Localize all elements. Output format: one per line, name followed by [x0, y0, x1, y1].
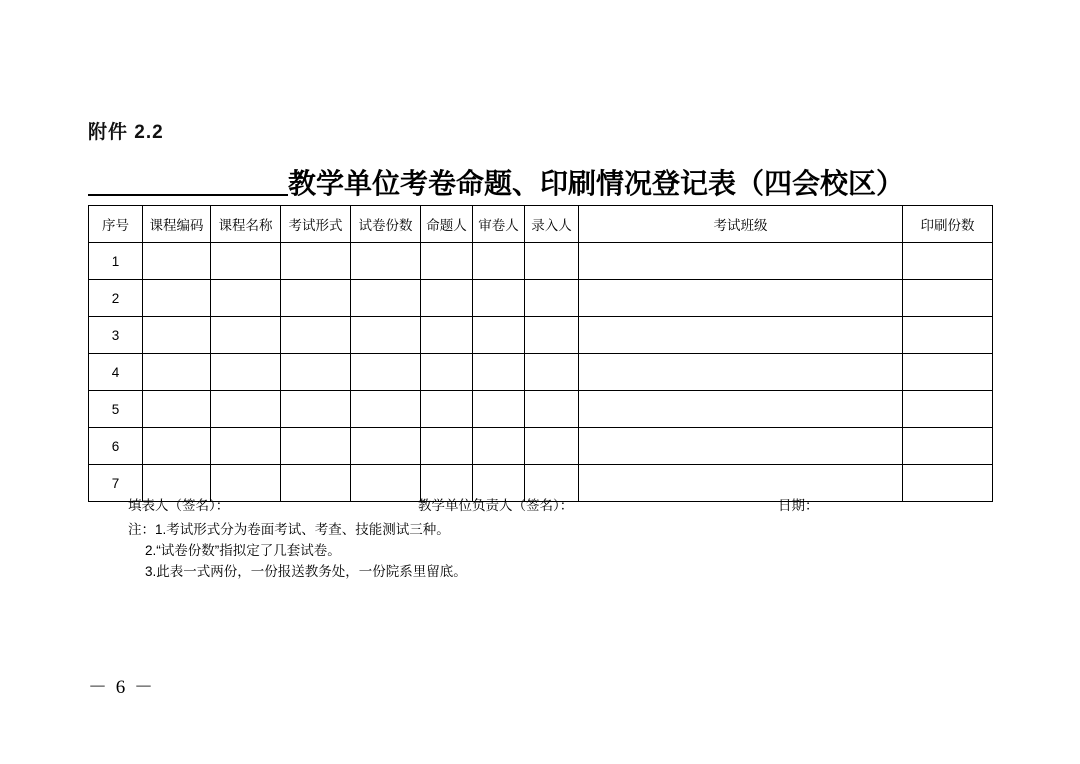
cell-author[interactable] — [421, 391, 473, 428]
cell-reviewer[interactable] — [473, 391, 525, 428]
header-cell-course-name: 课程名称 — [211, 206, 281, 243]
cell-exam-format[interactable] — [281, 391, 351, 428]
cell-reviewer[interactable] — [473, 354, 525, 391]
cell-paper-count[interactable] — [351, 280, 421, 317]
cell-course-code[interactable] — [143, 354, 211, 391]
header-cell-exam-format: 考试形式 — [281, 206, 351, 243]
cell-course-code[interactable] — [143, 280, 211, 317]
header-cell-entry-person: 录入人 — [525, 206, 579, 243]
page-title: 教学单位考卷命题、印刷情况登记表（四会校区） — [288, 169, 905, 200]
note-line-3: 3.此表一式两份，一份报送教务处，一份院系里留底。 — [145, 564, 467, 579]
table-row — [89, 354, 993, 391]
cell-exam-class[interactable] — [579, 354, 903, 391]
cell-course-name[interactable] — [211, 317, 281, 354]
cell-entry-person[interactable] — [525, 428, 579, 465]
title-blank-line — [88, 164, 288, 196]
header-cell-exam-class: 考试班级 — [579, 206, 903, 243]
cell-exam-format[interactable] — [281, 465, 351, 502]
cell-author[interactable] — [421, 243, 473, 280]
cell-print-count[interactable] — [903, 354, 993, 391]
cell-entry-person[interactable] — [525, 280, 579, 317]
cell-print-count[interactable] — [903, 391, 993, 428]
cell-course-name[interactable] — [211, 391, 281, 428]
cell-exam-format[interactable] — [281, 243, 351, 280]
cell-course-code[interactable] — [143, 243, 211, 280]
cell-print-count[interactable] — [903, 317, 993, 354]
header-cell-reviewer: 审卷人 — [473, 206, 525, 243]
cell-exam-class[interactable] — [579, 465, 903, 502]
cell-print-count[interactable] — [903, 465, 993, 502]
table-row — [89, 280, 993, 317]
row-index: 1 — [89, 243, 143, 280]
cell-entry-person[interactable] — [525, 243, 579, 280]
cell-exam-class[interactable] — [579, 391, 903, 428]
row-index: 3 — [89, 317, 143, 354]
cell-exam-format[interactable] — [281, 317, 351, 354]
cell-author[interactable] — [421, 428, 473, 465]
cell-entry-person[interactable] — [525, 317, 579, 354]
registration-table — [88, 205, 993, 502]
cell-exam-class[interactable] — [579, 428, 903, 465]
cell-course-code[interactable] — [143, 391, 211, 428]
cell-exam-class[interactable] — [579, 317, 903, 354]
page-number: － 6 － — [88, 677, 156, 698]
header-cell-print-count: 印刷份数 — [903, 206, 993, 243]
signature-filler-label: 填表人（签名）： — [128, 498, 230, 513]
notes-block — [128, 519, 988, 582]
cell-course-name[interactable] — [211, 243, 281, 280]
cell-exam-format[interactable] — [281, 428, 351, 465]
header-cell-course-code: 课程编码 — [143, 206, 211, 243]
signature-unit-head-label: 教学单位负责人（签名）： — [418, 498, 574, 513]
cell-exam-format[interactable] — [281, 354, 351, 391]
cell-entry-person[interactable] — [525, 391, 579, 428]
note-line-2: 2.“试卷份数”指拟定了几套试卷。 — [145, 543, 341, 558]
cell-author[interactable] — [421, 280, 473, 317]
cell-exam-class[interactable] — [579, 280, 903, 317]
cell-paper-count[interactable] — [351, 428, 421, 465]
row-index: 2 — [89, 280, 143, 317]
attachment-label: 附件 2.2 — [88, 122, 164, 143]
table-header-row — [89, 206, 993, 243]
cell-paper-count[interactable] — [351, 391, 421, 428]
cell-course-code[interactable] — [143, 428, 211, 465]
table-row — [89, 391, 993, 428]
cell-course-name[interactable] — [211, 428, 281, 465]
note-line-1: 注：1.考试形式分为卷面考试、考查、技能测试三种。 — [128, 522, 450, 537]
cell-course-name[interactable] — [211, 280, 281, 317]
table-row — [89, 428, 993, 465]
table-row — [89, 317, 993, 354]
row-index: 4 — [89, 354, 143, 391]
row-index: 5 — [89, 391, 143, 428]
header-cell-index: 序号 — [89, 206, 143, 243]
row-index: 7 — [89, 465, 143, 502]
cell-author[interactable] — [421, 317, 473, 354]
cell-reviewer[interactable] — [473, 428, 525, 465]
signature-date-label: 日期： — [778, 498, 819, 513]
cell-exam-format[interactable] — [281, 280, 351, 317]
cell-paper-count[interactable] — [351, 354, 421, 391]
row-index: 6 — [89, 428, 143, 465]
cell-print-count[interactable] — [903, 243, 993, 280]
header-cell-paper-count: 试卷份数 — [351, 206, 421, 243]
cell-paper-count[interactable] — [351, 465, 421, 502]
cell-reviewer[interactable] — [473, 280, 525, 317]
cell-entry-person[interactable] — [525, 354, 579, 391]
header-cell-author: 命题人 — [421, 206, 473, 243]
cell-print-count[interactable] — [903, 428, 993, 465]
cell-course-name[interactable] — [211, 354, 281, 391]
cell-course-code[interactable] — [143, 317, 211, 354]
cell-reviewer[interactable] — [473, 317, 525, 354]
cell-reviewer[interactable] — [473, 243, 525, 280]
table-row — [89, 243, 993, 280]
cell-paper-count[interactable] — [351, 243, 421, 280]
cell-author[interactable] — [421, 354, 473, 391]
cell-print-count[interactable] — [903, 280, 993, 317]
cell-exam-class[interactable] — [579, 243, 903, 280]
cell-paper-count[interactable] — [351, 317, 421, 354]
title-row — [88, 160, 992, 200]
